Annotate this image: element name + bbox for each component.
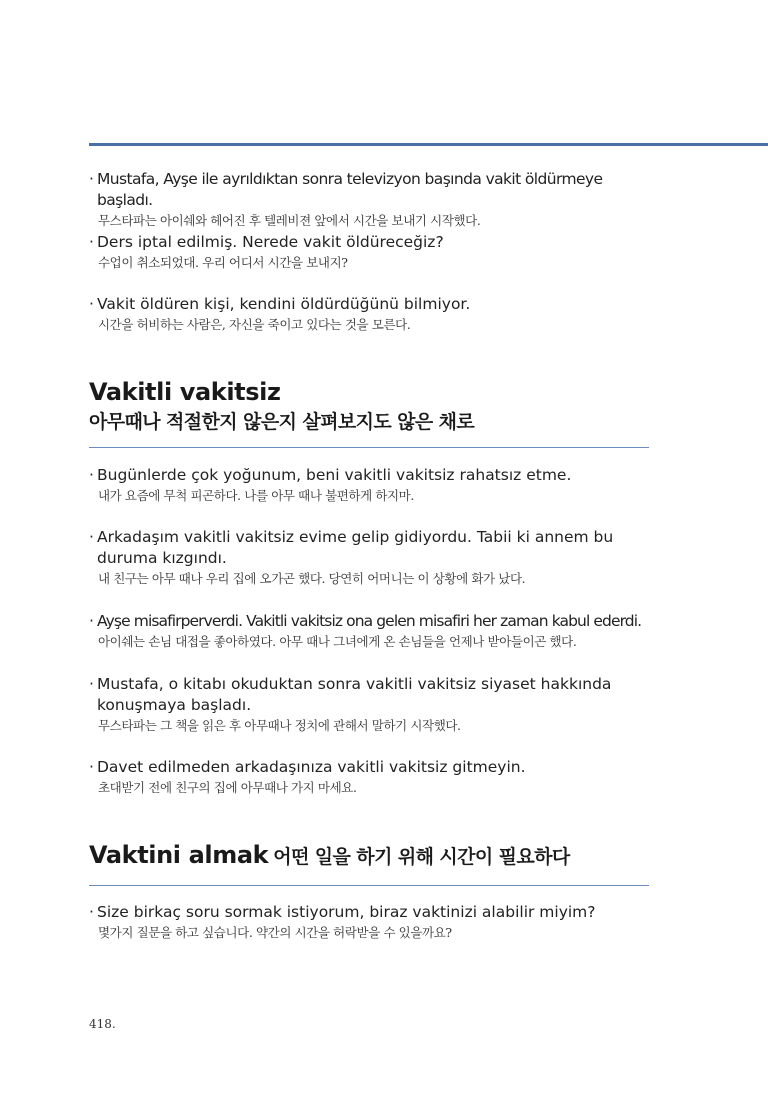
example-item — [89, 902, 649, 942]
korean-translation: 아이쉐는 손님 대접을 좋아하였다. 아무 때나 그녀에게 온 손님들을 언제나 받아들이곤 했다. — [98, 634, 577, 649]
bullet: · — [89, 466, 94, 484]
korean-translation: 시간을 허비하는 사람은, 자신을 죽이고 있다는 것을 모른다. — [98, 317, 411, 332]
example-item — [89, 294, 649, 334]
example-item — [89, 465, 649, 505]
korean-translation: 몇가지 질문을 하고 싶습니다. 약간의 시간을 허락받을 수 있을까요? — [98, 925, 452, 940]
turkish-sentence: · Davet edilmeden arkadaşınıza vakitli vakitsiz gitmeyin. — [89, 758, 526, 776]
top-rule — [89, 143, 768, 146]
bullet: · — [89, 612, 94, 630]
turkish-sentence: · Ayşe misafirperverdi. Vakitli vakitsiz ona gelen misafiri her zaman kabul ederdi. — [89, 612, 642, 630]
korean-translation: 내 친구는 아무 때나 우리 집에 오가곤 했다. 당연히 어머니는 이 상황에 화가 났다. — [98, 571, 526, 586]
example-item — [89, 611, 649, 651]
example-item — [89, 232, 649, 272]
example-item — [89, 527, 649, 588]
section-heading — [89, 376, 689, 436]
idiom-title: Vaktini almak — [89, 841, 269, 869]
korean-translation: 무스타파는 그 책을 읽은 후 아무때나 정치에 관해서 말하기 시작했다. — [98, 718, 461, 733]
bullet: · — [89, 233, 94, 251]
section-divider — [89, 447, 649, 448]
bullet: · — [89, 170, 94, 188]
turkish-sentence: · Vakit öldüren kişi, kendini öldürdüğünü bilmiyor. — [89, 295, 471, 313]
idiom-meaning: 아무때나 적절한지 않은지 살펴보지도 않은 채로 — [89, 411, 475, 433]
bullet: · — [89, 758, 94, 776]
idiom-title: Vakitli vakitsiz — [89, 378, 281, 406]
page-number: 418. — [89, 1017, 116, 1031]
example-item — [89, 674, 649, 735]
korean-translation: 무스타파는 아이쉐와 헤어진 후 텔레비젼 앞에서 시간을 보내기 시작했다. — [98, 213, 481, 228]
bullet: · — [89, 903, 94, 921]
section-divider — [89, 885, 649, 886]
example-item — [89, 169, 649, 230]
turkish-sentence: · Ders iptal edilmiş. Nerede vakit öldüreceğiz? — [89, 233, 444, 251]
bullet: · — [89, 295, 94, 313]
bullet: · — [89, 675, 94, 693]
turkish-sentence: · Size birkaç soru sormak istiyorum, biraz vaktinizi alabilir miyim? — [89, 903, 596, 921]
korean-translation: 수업이 취소되었대. 우리 어디서 시간을 보내지? — [98, 255, 348, 270]
turkish-sentence: · Arkadaşım vakitli vakitsiz evime gelip gidiyordu. Tabii ki annem bu duruma kızgındı. — [89, 528, 614, 567]
korean-translation: 내가 요즘에 무척 피곤하다. 나를 아무 때나 불편하게 하지마. — [98, 488, 414, 503]
turkish-sentence: · Mustafa, Ayşe ile ayrıldıktan sonra televizyon başında vakit öldürmeye başladı. — [89, 170, 603, 209]
turkish-sentence: · Mustafa, o kitabı okuduktan sonra vakitli vakitsiz siyaset hakkında konuşmaya başladı. — [89, 675, 612, 714]
turkish-sentence: · Bugünlerde çok yoğunum, beni vakitli vakitsiz rahatsız etme. — [89, 466, 572, 484]
bullet: · — [89, 528, 94, 546]
idiom-meaning: 어떤 일을 하기 위해 시간이 필요하다 — [273, 846, 570, 868]
example-item — [89, 757, 649, 797]
section-heading — [89, 839, 689, 871]
korean-translation: 초대받기 전에 친구의 집에 아무때나 가지 마세요. — [98, 780, 357, 795]
